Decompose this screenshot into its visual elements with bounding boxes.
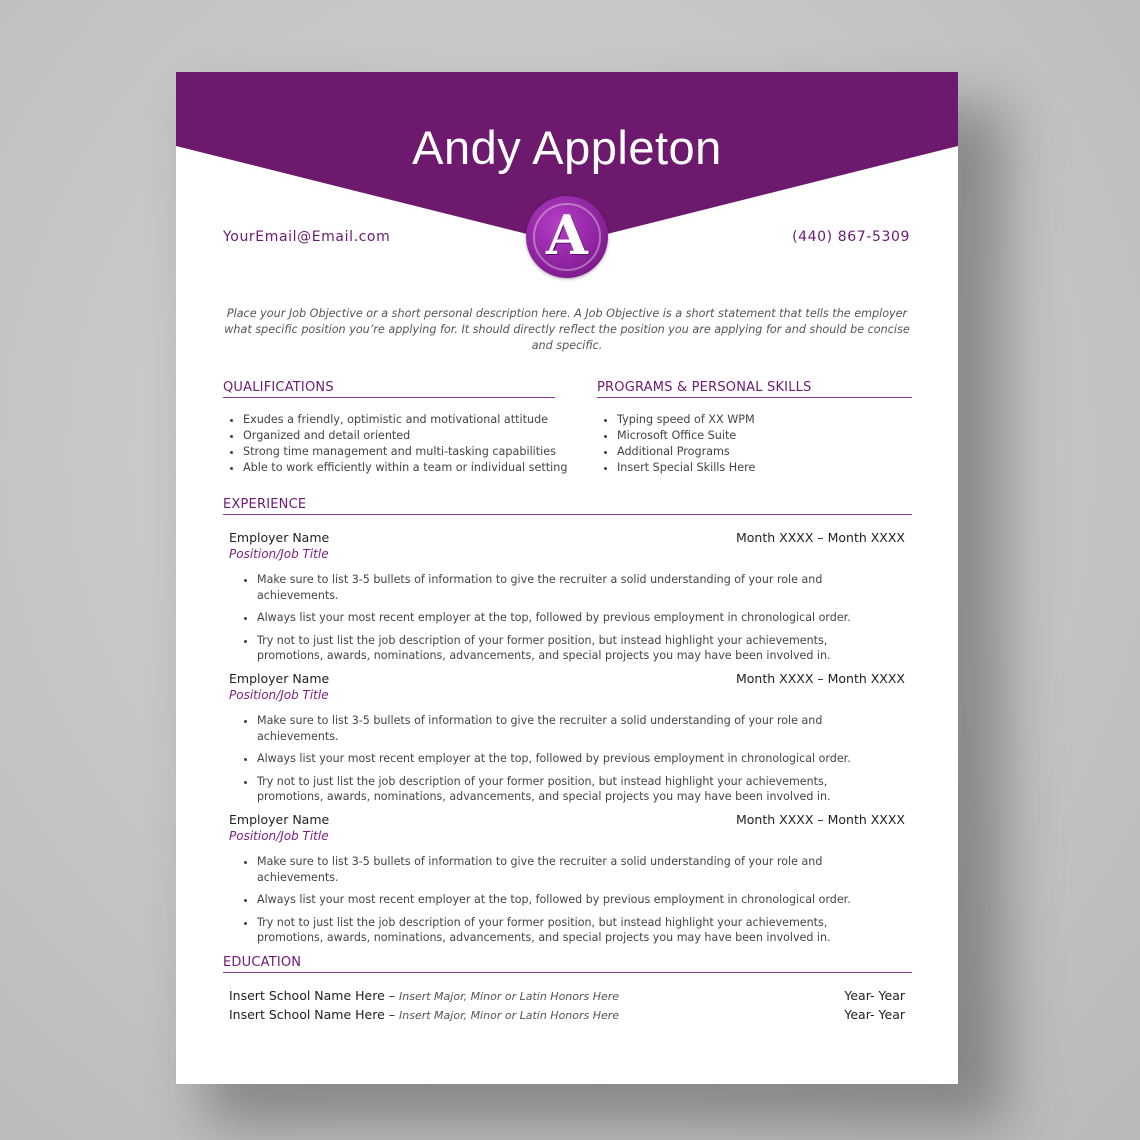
list-item: • Make sure to list 3-5 bullets of information to give the recruiter a solid understanding of your role and achievements.: [257, 713, 905, 744]
list-item: • Make sure to list 3-5 bullets of information to give the recruiter a solid understanding of your role and achievements.: [257, 572, 905, 603]
list-item: • Organized and detail oriented: [243, 428, 573, 444]
list-item: • Make sure to list 3-5 bullets of information to give the recruiter a solid understanding of your role and achievements.: [257, 854, 905, 885]
job-bullets: [229, 713, 905, 805]
education-row: [229, 988, 905, 1003]
employer-name: Employer Name: [229, 530, 330, 545]
school-years: Year- Year: [844, 1007, 905, 1022]
list-item: • Typing speed of XX WPM: [617, 412, 932, 428]
programs-list: [597, 412, 932, 476]
job-dates: Month XXXX – Month XXXX: [735, 671, 905, 686]
monogram-badge: [526, 196, 608, 278]
education-heading: EDUCATION: [223, 955, 912, 973]
separator: –: [384, 1007, 399, 1022]
job-objective: Place your Job Objective or a short personal description here. A Job Objective is a short statement that tells the employer what specific position you’re applying for. It should directly reflect the position you are applying for and should be concise and specific.: [224, 307, 910, 352]
list-item: • Insert Special Skills Here: [617, 460, 932, 476]
job-title: Position/Job Title: [229, 688, 329, 702]
qualifications-list: [223, 412, 573, 476]
school-name: Insert School Name Here: [229, 1007, 385, 1022]
monogram-letter: A: [546, 203, 588, 267]
job-dates: Month XXXX – Month XXXX: [735, 812, 905, 827]
programs-heading: PROGRAMS & PERSONAL SKILLS: [597, 380, 912, 398]
list-item: • Exudes a friendly, optimistic and motivational attitude: [243, 412, 573, 428]
list-item: • Strong time management and multi-tasking capabilities: [243, 444, 573, 460]
list-item: • Always list your most recent employer at the top, followed by previous employment in chronological order.: [257, 751, 905, 767]
list-item: • Always list your most recent employer at the top, followed by previous employment in chronological order.: [257, 610, 905, 626]
job-entry: [229, 671, 905, 812]
phone-text: (440) 867-5309: [792, 229, 910, 245]
job-title: Position/Job Title: [229, 829, 329, 843]
school-detail: Insert Major, Minor or Latin Honors Here: [399, 990, 620, 1003]
school-detail: Insert Major, Minor or Latin Honors Here: [399, 1009, 620, 1022]
candidate-name: Andy Appleton: [412, 121, 722, 174]
separator: –: [384, 988, 399, 1003]
school-years: Year- Year: [844, 988, 905, 1003]
resume-page: [176, 72, 958, 1084]
list-item: • Able to work efficiently within a team or individual setting: [243, 460, 573, 476]
list-item: • Try not to just list the job description of your former position, but instead highlight your achievements, promotions, awards, nominations, advancements, and special projects you may have been involved in.: [257, 915, 905, 946]
school-name: Insert School Name Here: [229, 988, 385, 1003]
qualifications-heading: QUALIFICATIONS: [223, 380, 555, 398]
experience-heading: EXPERIENCE: [223, 497, 912, 515]
job-title: Position/Job Title: [229, 547, 329, 561]
education-row: [229, 1007, 905, 1022]
list-item: • Microsoft Office Suite: [617, 428, 932, 444]
job-entry: [229, 530, 905, 671]
list-item: • Additional Programs: [617, 444, 932, 460]
list-item: • Try not to just list the job description of your former position, but instead highlight your achievements, promotions, awards, nominations, advancements, and special projects you may have been involved in.: [257, 633, 905, 664]
job-entry: [229, 812, 905, 953]
job-dates: Month XXXX – Month XXXX: [735, 530, 905, 545]
job-bullets: [229, 572, 905, 664]
employer-name: Employer Name: [229, 812, 330, 827]
employer-name: Employer Name: [229, 671, 330, 686]
list-item: • Try not to just list the job description of your former position, but instead highlight your achievements, promotions, awards, nominations, advancements, and special projects you may have been involved in.: [257, 774, 905, 805]
email-text: YourEmail@Email.com: [223, 229, 391, 245]
list-item: • Always list your most recent employer at the top, followed by previous employment in chronological order.: [257, 892, 905, 908]
job-bullets: [229, 854, 905, 946]
